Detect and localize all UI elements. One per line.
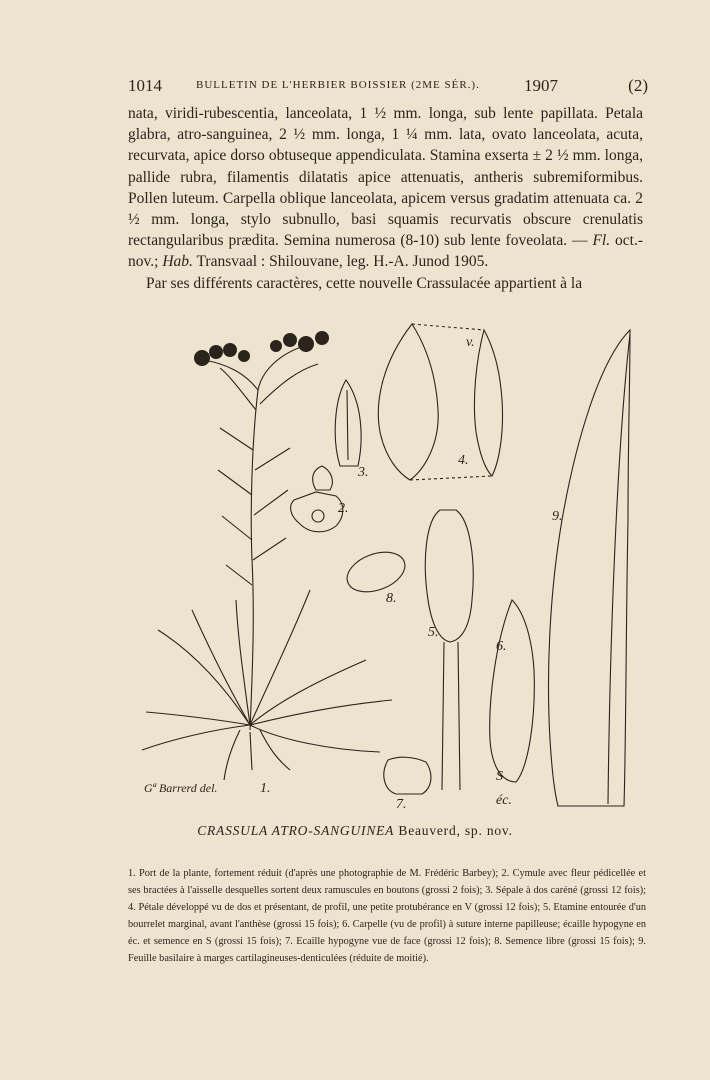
header-part: (2) xyxy=(628,76,648,95)
figure-label-2: 2. xyxy=(338,501,349,516)
description-text: nata, viridi-rubescentia, lanceolata, 1 ½ mm. longa, sub lente papillata. Petala glabra, atro-sanguinea, 2 ½ mm. longa, 1 ¼ mm. lata, ovato lanceolata, acuta, recurvata, apice dorso obtuseque appendiculata. Stamina exserta ± 2 ½ mm. longa, pallide rubra, filamentis dilatatis apice attenuatis, antheris subremiformibus. Pollen luteum. Carpella oblique lanceolata, apicem versus gradatim attenuata ca. 2 ½ mm. longa, stylo subnullo, basi squamis recurvatis obscure crenulatis rectangularibus prædita. Semina numerosa (8-10) sub lente foveolata. — xyxy=(128,105,643,250)
figure-label-1: 1. xyxy=(260,781,271,796)
sepal-drawing xyxy=(335,380,361,466)
artist-signature: Gª Barrerd del. xyxy=(144,781,218,795)
petal-drawing xyxy=(378,324,502,480)
species-author: Beauverd, sp. nov. xyxy=(398,823,513,838)
figure-label-3: 3. xyxy=(358,465,369,480)
figure-caption xyxy=(0,823,710,839)
figure-label-9: 9. xyxy=(552,509,563,524)
species-name: CRASSULA ATRO-SANGUINEA xyxy=(197,823,395,838)
header-year: 1907 xyxy=(524,76,558,95)
figure-label-8: 8. xyxy=(386,591,397,606)
plant-habit-drawing xyxy=(142,331,392,780)
figure-label-4: 4. xyxy=(458,453,469,468)
figure-legend xyxy=(128,865,646,967)
figure-label-5: 5. xyxy=(428,625,439,640)
body-text xyxy=(128,103,643,294)
running-title: BULLETIN DE L'HERBIER BOISSIER (2ME SÉR.). xyxy=(196,79,480,91)
figure-label-6: 6. xyxy=(496,639,507,654)
scale-drawing xyxy=(384,757,431,794)
plate-drawing xyxy=(140,320,640,820)
botanical-plate xyxy=(140,320,640,820)
page-header xyxy=(128,76,648,98)
cymule-drawing xyxy=(291,466,343,532)
basal-leaf-drawing xyxy=(549,330,631,806)
page-number: 1014 xyxy=(128,76,162,95)
legend-text: 1. Port de la plante, fortement réduit (d'après une photographie de M. Frédéric Barbey); 2. Cymule avec fleur pédicellée et ses bractées à l'aisselle desquelles sortent deux ramuscules en boutons (grossi 2 fois); 3. Sépale à dos caréné (grossi 12 fois); 4. Pétale développé vu de dos et présentant, de profil, une petite protubérance en V (grossi 12 fois); 5. Etamine entourée d'un bourrelet marginal, avant l'anthèse (grossi 15 fois); 6. Carpelle (vu de profil) à suture interne papilleuse; écaille hypogyne en éc. et semence en S (grossi 15 fois); 7. Ecaille hypogyne vue de face (grossi 12 fois); 8. Semence libre (grossi 15 fois); 9. Feuille basilaire à marges cartilagineuses-denticulées (réduite de moitié). xyxy=(128,868,646,964)
carpel-drawing xyxy=(490,600,535,782)
stamen-drawing xyxy=(425,510,473,790)
figure-label-ec: éc. xyxy=(496,793,512,808)
seed-drawing xyxy=(342,545,411,599)
latin-description xyxy=(128,103,643,273)
habitat-text: Transvaal : Shilouvane, leg. H.-A. Junod 1905. xyxy=(196,253,489,271)
fl-label: Fl. xyxy=(592,232,611,250)
figure-label-s: S xyxy=(496,769,503,784)
figure-label-v: v. xyxy=(466,335,475,350)
figure-label-7: 7. xyxy=(396,797,407,812)
paragraph-2: Par ses différents caractères, cette nouvelle Crassulacée appartient à la xyxy=(146,274,583,292)
flowering-period: oct.-nov.; xyxy=(128,232,644,271)
hab-label: Hab. xyxy=(162,253,193,271)
